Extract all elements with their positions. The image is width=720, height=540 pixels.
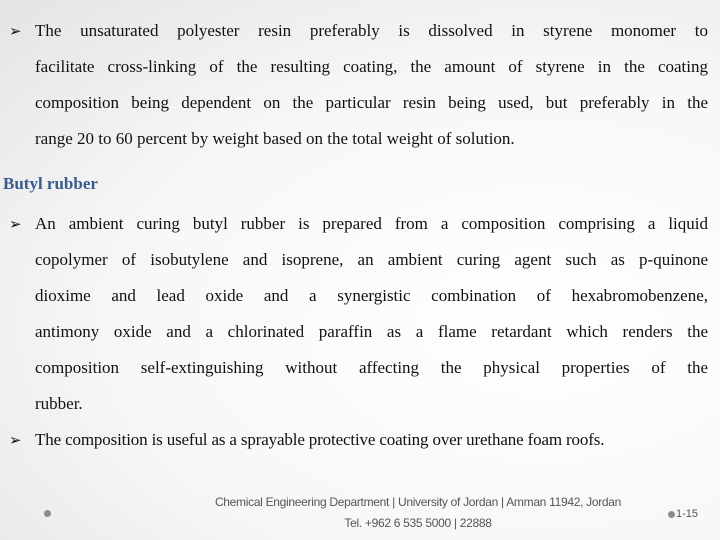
bullet-2-line-2: copolymer of isobutylene and isoprene, an ambient curing agent such as p-quinone bbox=[35, 250, 708, 269]
bullet-2-line-4: antimony oxide and a chlorinated paraffin as a flame retardant which renders the bbox=[35, 322, 708, 341]
page-number: 1-15 bbox=[676, 508, 699, 520]
page-dot-icon bbox=[668, 511, 675, 518]
footer-address: Chemical Engineering Department | University of Jordan | Amman 11942, Jordan bbox=[214, 495, 622, 509]
bullet-arrow-icon: ➢ bbox=[9, 431, 22, 449]
bullet-2-line-6: rubber. bbox=[35, 394, 83, 413]
bullet-1-line-1: The unsaturated polyester resin preferably is dissolved in styrene monomer to bbox=[35, 21, 708, 40]
footer-phone: Tel. +962 6 535 5000 | 22888 bbox=[344, 516, 492, 530]
bullet-2-line-1: An ambient curing butyl rubber is prepared from a composition comprising a liquid bbox=[35, 214, 708, 233]
bullet-1-line-4: range 20 to 60 percent by weight based on the total weight of solution. bbox=[35, 129, 515, 148]
section-heading: Butyl rubber bbox=[3, 174, 98, 193]
bullet-1-line-2: facilitate cross-linking of the resulting coating, the amount of styrene in the coating bbox=[35, 57, 708, 76]
bullet-arrow-icon: ➢ bbox=[9, 22, 22, 40]
bullet-2-line-3: dioxime and lead oxide and a synergistic combination of hexabromobenzene, bbox=[35, 286, 708, 305]
bullet-arrow-icon: ➢ bbox=[9, 215, 22, 233]
bullet-1-line-3: composition being dependent on the particular resin being used, but preferably in the bbox=[35, 93, 708, 112]
bullet-3-line-1: The composition is useful as a sprayable protective coating over urethane foam roofs. bbox=[35, 430, 605, 449]
bullet-2-line-5: composition self-extinguishing without affecting the physical properties of the bbox=[35, 358, 708, 377]
footer-dot-icon bbox=[44, 510, 51, 517]
